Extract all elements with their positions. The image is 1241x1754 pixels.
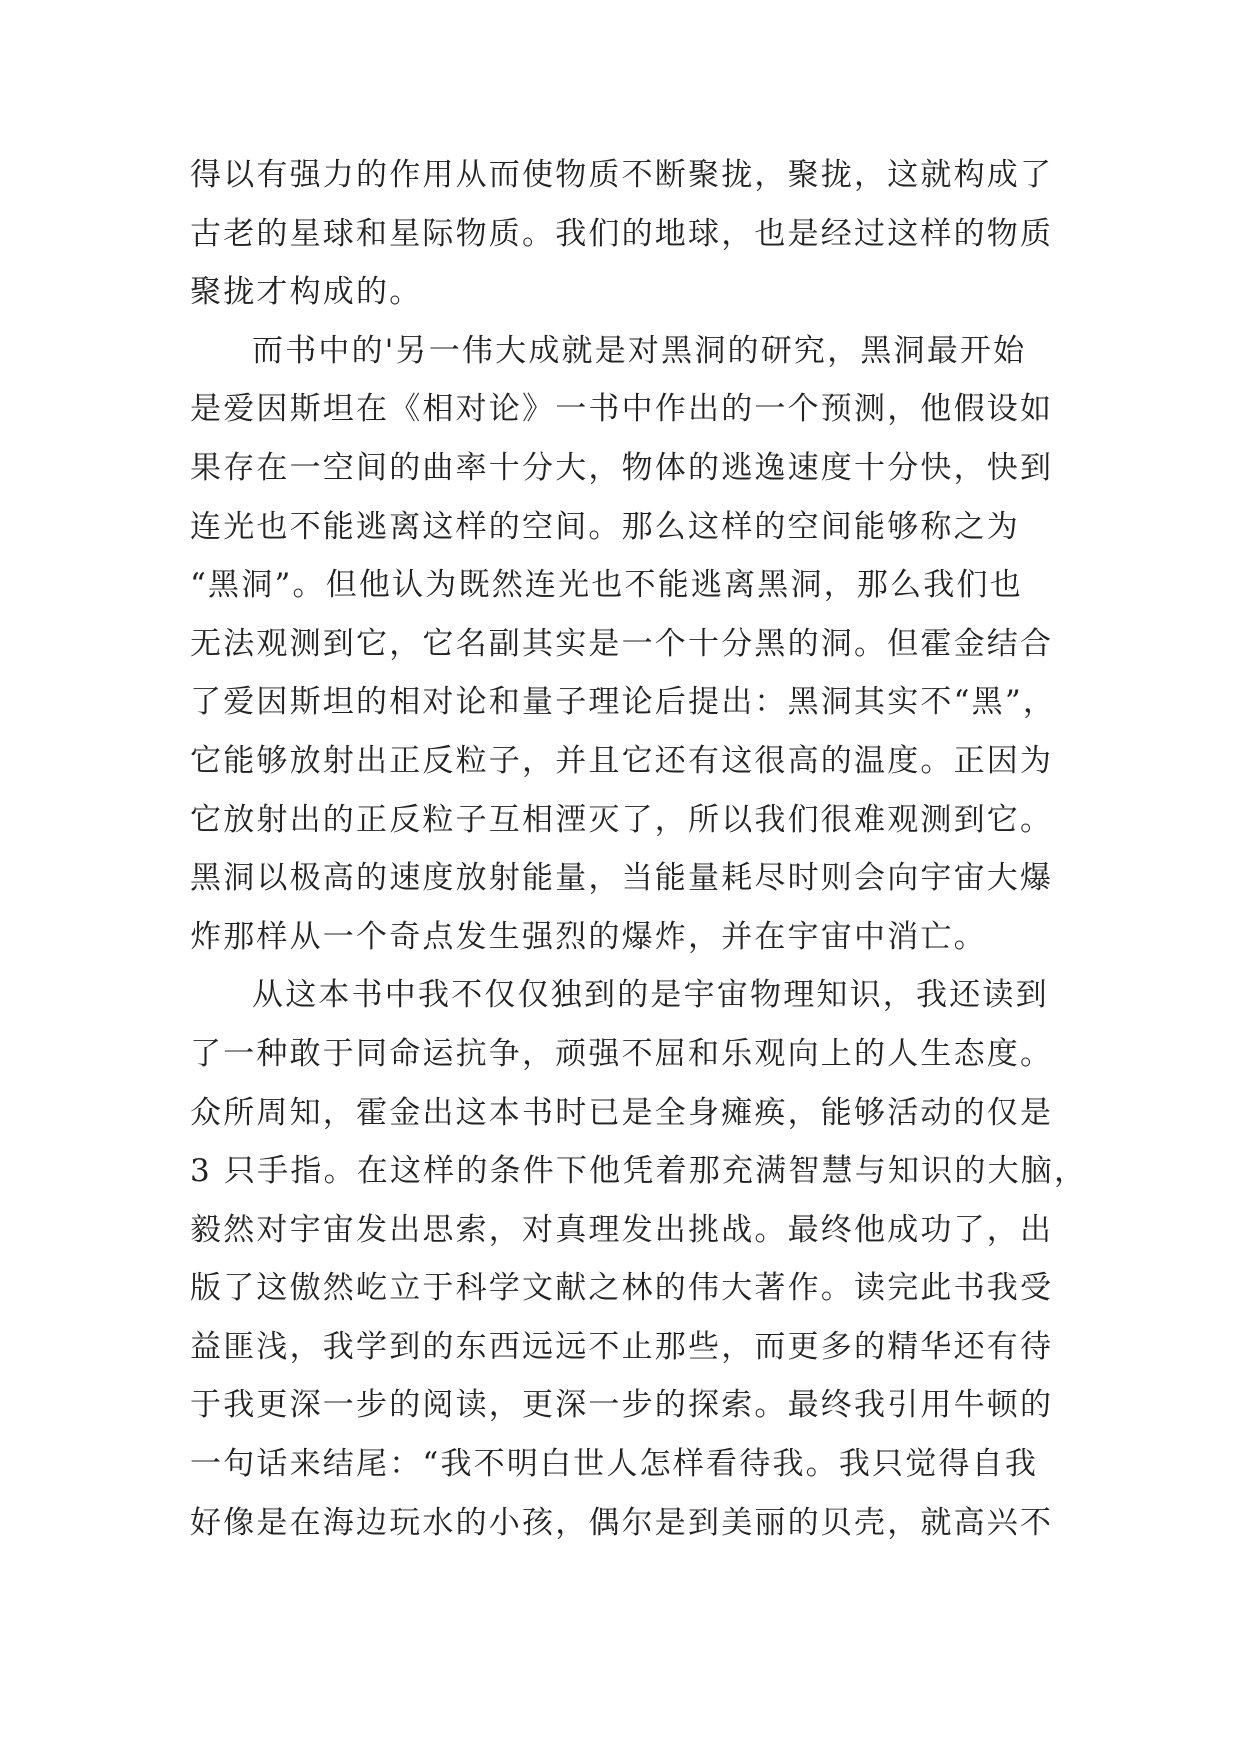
text-line: 聚拢才构成的。 xyxy=(190,274,423,311)
text-line: “黑洞”。但他认为既然连光也不能逃离黑洞，那么我们也 xyxy=(190,567,1023,604)
text-line: 版了这傲然屹立于科学文献之林的伟大著作。读完此书我受 xyxy=(190,1270,1054,1307)
text-line: 好像是在海边玩水的小孩，偶尔是到美丽的贝壳，就高兴不 xyxy=(190,1504,1054,1541)
text-line: 果存在一空间的曲率十分大，物体的逃逸速度十分快，快到 xyxy=(190,449,1054,486)
text-line: 无法观测到它，它名副其实是一个十分黑的洞。但霍金结合 xyxy=(190,625,1054,662)
text-line: 从这本书中我不仅仅独到的是宇宙物理知识，我还读到 xyxy=(252,977,1049,1014)
text-line: 得以有强力的作用从而使物质不断聚拢，聚拢，这就构成了 xyxy=(190,157,1054,193)
text-line: 古老的星球和星际物质。我们的地球，也是经过这样的物质 xyxy=(190,215,1054,252)
body-text xyxy=(190,146,1088,1552)
text-line: 一句话来结尾：“我不明白世人怎样看待我。我只觉得自我 xyxy=(190,1446,1039,1483)
text-line: 炸那样从一个奇点发生强烈的爆炸，并在宇宙中消亡。 xyxy=(190,918,987,955)
paragraph-1 xyxy=(190,146,1070,322)
text-line: 益匪浅，我学到的东西远远不止那些，而更多的精华还有待 xyxy=(190,1328,1054,1365)
text-line: 黑洞以极高的速度放射能量，当能量耗尽时则会向宇宙大爆 xyxy=(190,860,1054,897)
text-line: 它能够放射出正反粒子，并且它还有这很高的温度。正因为 xyxy=(190,742,1054,779)
text-line: 众所周知，霍金出这本书时已是全身瘫痪，能够活动的仅是 xyxy=(190,1094,1054,1131)
text-line: 它放射出的正反粒子互相湮灭了，所以我们很难观测到它。 xyxy=(190,801,1054,838)
text-line: 3 只手指。在这样的条件下他凭着那充满智慧与知识的大脑， xyxy=(190,1153,1088,1190)
text-line: 而书中的'另一伟大成就是对黑洞的研究，黑洞最开始 xyxy=(252,332,1027,369)
text-line: 了一种敢于同命运抗争，顽强不屈和乐观向上的人生态度。 xyxy=(190,1035,1054,1072)
text-line: 于我更深一步的阅读，更深一步的探索。最终我引用牛顿的 xyxy=(190,1387,1054,1424)
text-line: 是爱因斯坦在《相对论》一书中作出的一个预测，他假设如 xyxy=(190,391,1054,428)
text-line: 毅然对宇宙发出思索，对真理发出挑战。最终他成功了，出 xyxy=(190,1211,1054,1248)
paragraph-2 xyxy=(190,322,1070,967)
text-line: 连光也不能逃离这样的空间。那么这样的空间能够称之为 xyxy=(190,508,1020,545)
paragraph-3 xyxy=(190,966,1088,1552)
text-line: 了爱因斯坦的相对论和量子理论后提出：黑洞其实不“黑”， xyxy=(190,684,1057,721)
